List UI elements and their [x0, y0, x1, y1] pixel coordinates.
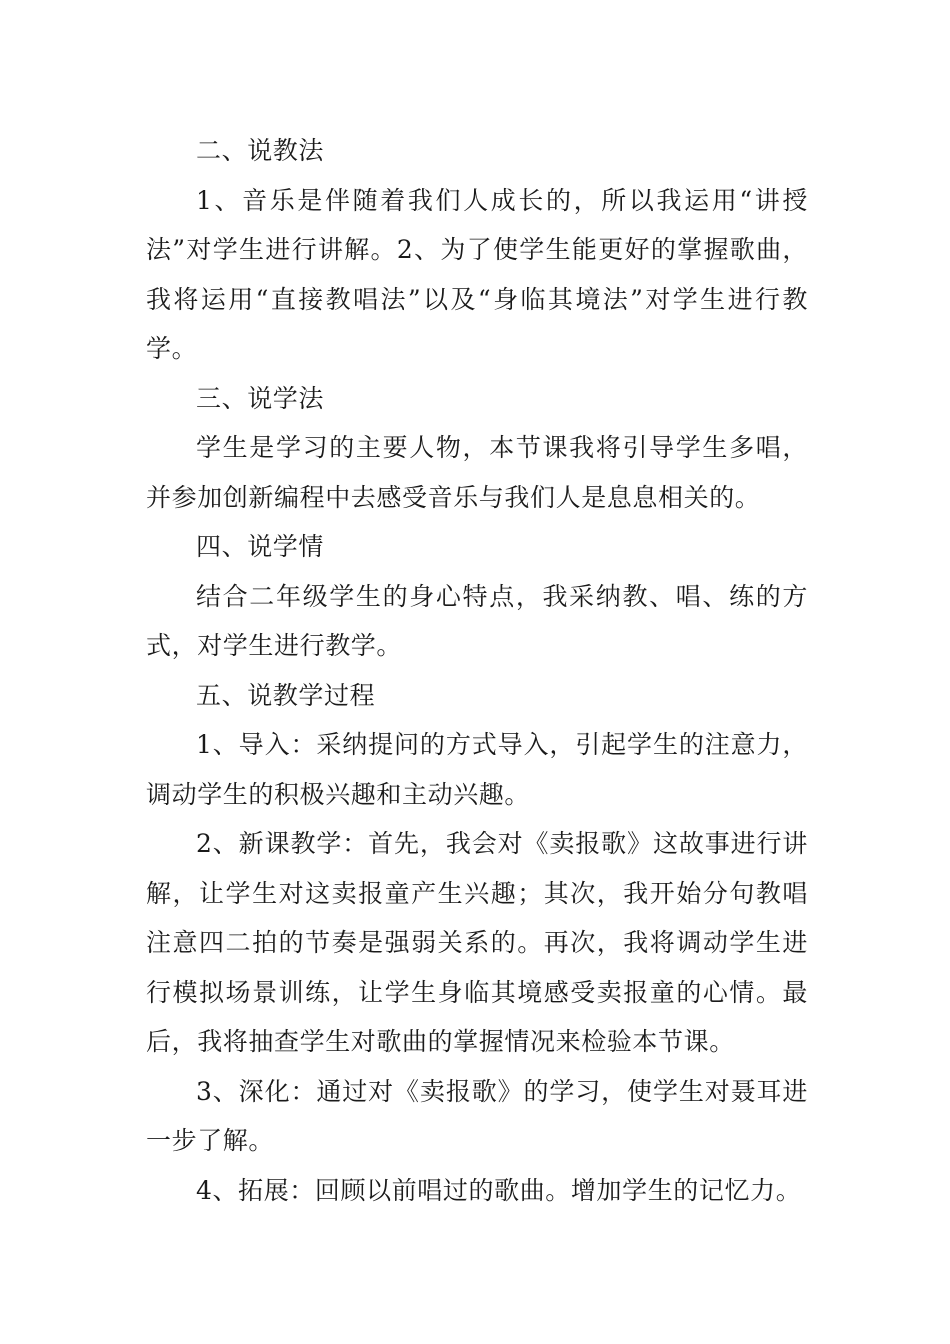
paragraph-extension: 4、拓展：回顾以前唱过的歌曲。增加学生的记忆力。: [196, 1175, 802, 1205]
section-heading-teaching-process: 五、说教学过程: [196, 680, 376, 710]
paragraph-deepening: 3、深化：通过对《卖报歌》的学习，使学生对聂耳进一步了解。: [146, 1076, 808, 1155]
paragraph-teaching-method: 1、音乐是伴随着我们人成长的，所以我运用“讲授法”对学生进行讲解。2、为了使学生能更好的掌握歌曲，我将运用“直接教唱法”以及“身临其境法”对学生进行教学。: [146, 185, 808, 363]
document-body: [146, 126, 808, 1215]
section-heading-teaching-method: 二、说教法: [196, 136, 325, 165]
section-heading-student-situation: 四、说学情: [196, 532, 325, 561]
paragraph-student-situation: 结合二年级学生的身心特点，我采纳教、唱、练的方式，对学生进行教学。: [146, 581, 808, 660]
paragraph-introduction: 1、导入：采纳提问的方式导入，引起学生的注意力，调动学生的积极兴趣和主动兴趣。: [146, 730, 808, 809]
section-heading-learning-method: 三、说学法: [196, 383, 325, 413]
paragraph-new-lesson: 2、新课教学：首先，我会对《卖报歌》这故事进行讲解，让学生对这卖报童产生兴趣；其次，我开始分句教唱注意四二拍的节奏是强弱关系的。再次，我将调动学生进行模拟场景训练，让学生身临其境感受卖报童的心情。最后，我将抽查学生对歌曲的掌握情况来检验本节课。: [146, 829, 808, 1056]
paragraph-learning-method: 学生是学习的主要人物，本节课我将引导学生多唱，并参加创新编程中去感受音乐与我们人是息息相关的。: [146, 433, 808, 512]
